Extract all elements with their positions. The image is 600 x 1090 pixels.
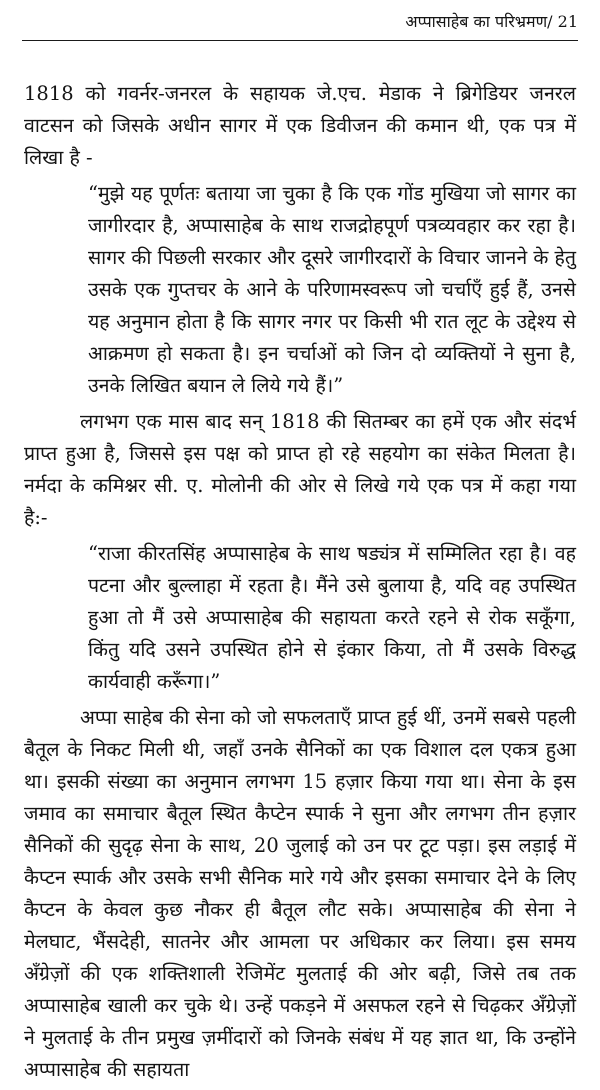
header-rule [22,40,578,41]
quote-kiratsingh: “राजा कीरतसिंह अप्पासाहेब के साथ षड्यंत्र में सम्मिलित रहा है। वह पटना और बुल्लाहा में रहता है। मैंने उसे बुलाया है, यदि वह उपस्थित हुआ तो मैं उसे अप्पासाहेब की सहायता करते रहने से रोक सकूँगा, किंतु यदि उसने उपस्थित होने से इंकार किया, तो मैं उसके विरुद्ध कार्यवाही करूँगा।” [88,542,576,693]
quote-gond-chief: “मुझे यह पूर्णतः बताया जा चुका है कि एक गोंड मुखिया जो सागर का जागीरदार है, अप्पासाहेब के साथ राजद्रोहपूर्ण पत्रव्यवहार कर रहा है। सागर की पिछली सरकार और दूसरे जागीरदारों के विचार जानने के हेतु उसके एक गुप्तचर के आने के परिणामस्वरूप जो चर्चाएँ हुई हैं, उनसे यह अनुमान होता है कि सागर नगर पर किसी भी रात लूट के उद्देश्य से आक्रमण हो सकता है। इन चर्चाओं को जिन दो व्यक्तियों ने सुना है, उनके लिखित बयान ले लिये गये हैं।” [88,182,576,397]
paragraph-betul-battle: अप्पा साहेब की सेना को जो सफलताएँ प्राप्त हुई थीं, उनमें सबसे पहली बैतूल के निकट मिली थी, जहाँ उनके सैनिकों का एक विशाल दल एकत्र हुआ था। इसकी संख्या का अनुमान लगभग 15 हज़ार किया गया था। सेना के इस जमाव का समाचार बैतूल स्थित कैप्टेन स्पार्क ने सुना और लगभग तीन हज़ार सैनिकों की सुदृढ़ सेना के साथ, 20 जुलाई को उन पर टूट पड़ा। इस लड़ाई में कैप्टन स्पार्क और उसके सभी सैनिक मारे गये और इसका समाचार देने के लिए कैप्टन के केवल कुछ नौकर ही बैतूल लौट सके। अप्पासाहेब की सेना ने मेलघाट, भैंसदेही, सातनेर और आमला पर अधिकार कर लिया। इस समय अँग्रेज़ों की एक शक्तिशाली रेजिमेंट मुलताई की ओर बढ़ी, जिसे तब तक अप्पासाहेब खाली कर चुके थे। उन्हें पकड़ने में असफल रहने से चिढ़कर अँग्रेज़ों ने मुलताई के तीन प्रमुख ज़मींदारों को जिनके संबंध में यह ज्ञात था, कि उन्होंने अप्पासाहेब की सहायता [24,706,576,1081]
page-body [24,78,576,1090]
paragraph-madak-letter: 1818 को गवर्नर-जनरल के सहायक जे.एच. मेडाक ने ब्रिगेडियर जनरल वाटसन को जिसके अधीन सागर में एक डिवीजन की कमान थी, एक पत्र में लिखा है - [24,82,576,169]
running-header: अप्पासाहेब का परिभ्रमण/ 21 [405,12,578,31]
paragraph-september-reference: लगभग एक मास बाद सन् 1818 की सितम्बर का हमें एक और संदर्भ प्राप्त हुआ है, जिससे इस पक्ष को प्राप्त हो रहे सहयोग का संकेत मिलता है। नर्मदा के कमिश्नर सी. ए. मोलोनी की ओर से लिखे गये एक पत्र में कहा गया है:- [24,410,576,529]
